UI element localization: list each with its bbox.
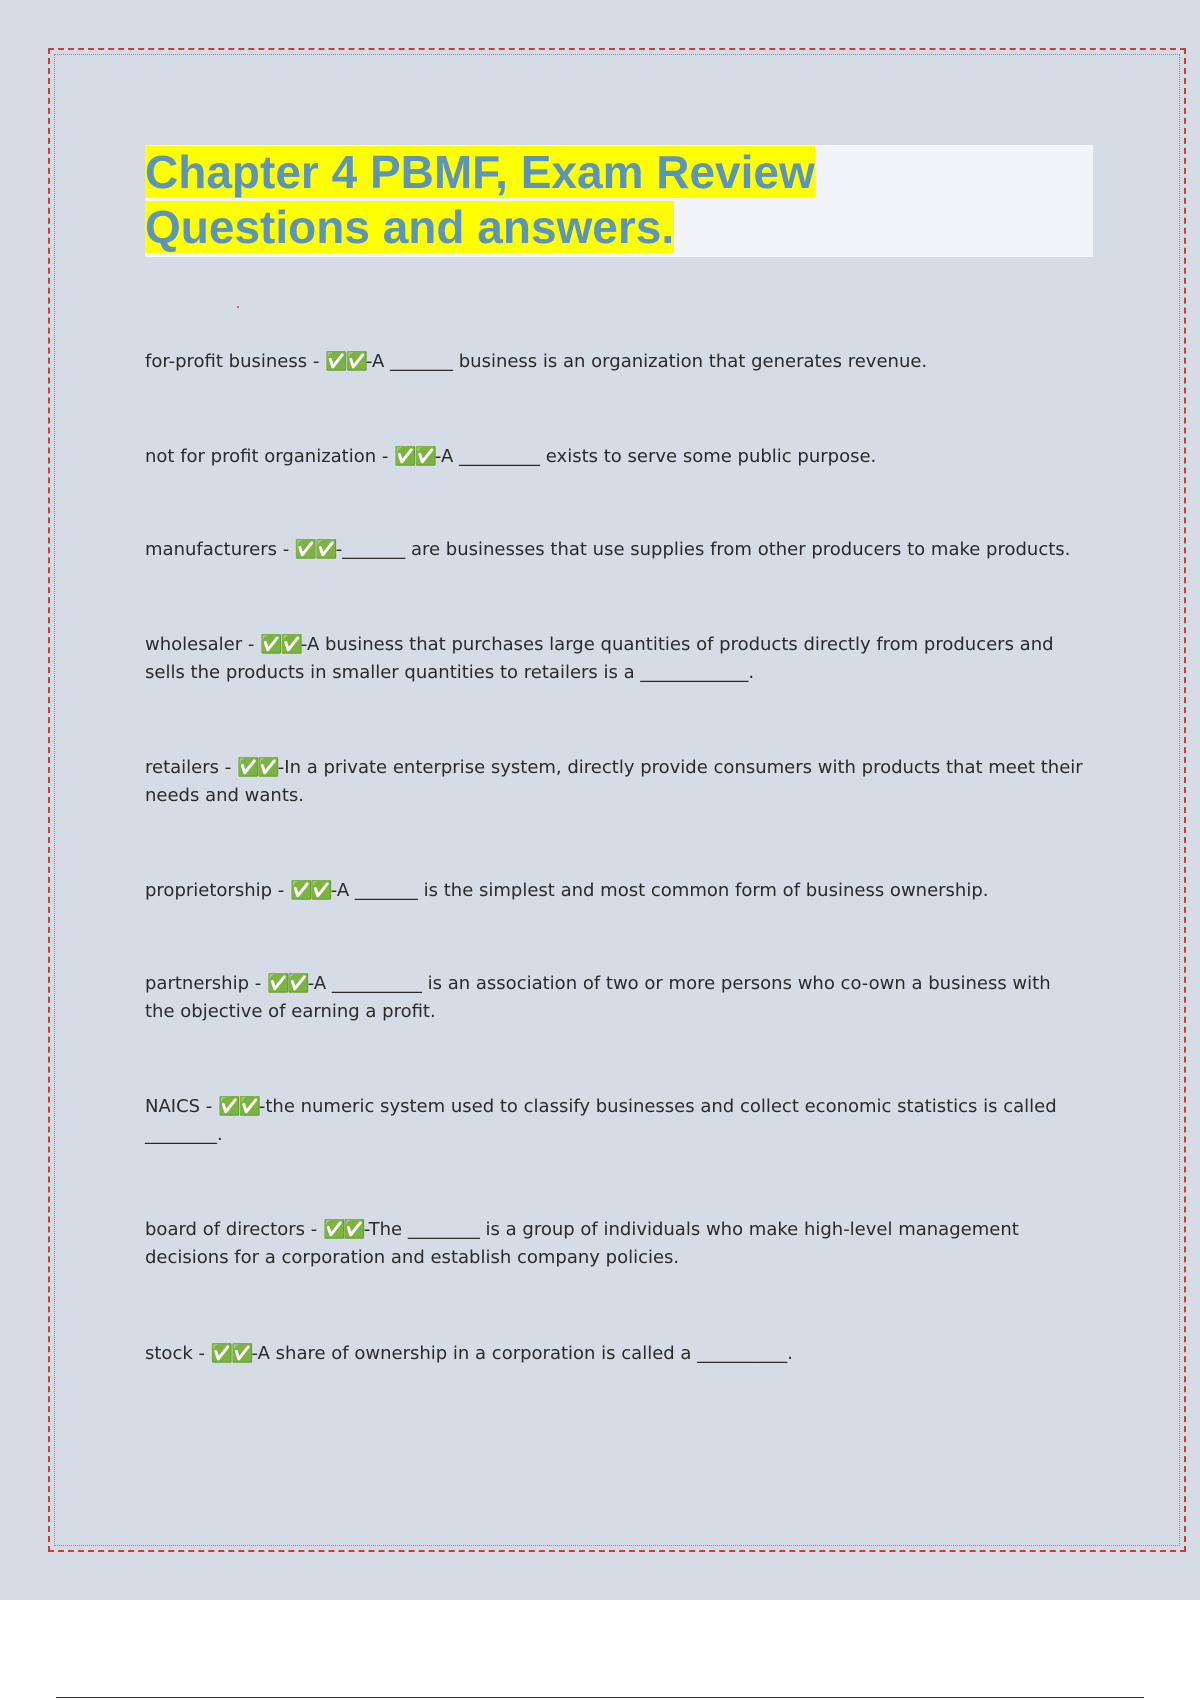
qa-text: -A _________ exists to serve some public purpose. bbox=[434, 446, 877, 467]
qa-term: manufacturers - bbox=[145, 539, 295, 560]
qa-item bbox=[145, 536, 1085, 564]
qa-term: stock - bbox=[145, 1343, 211, 1364]
double-check-icon: ✅✅ bbox=[210, 1343, 252, 1364]
qa-term: for-profit business - bbox=[145, 351, 326, 372]
footer-rule bbox=[56, 1697, 1144, 1698]
document-title bbox=[145, 145, 1093, 255]
qa-term: NAICS - bbox=[145, 1096, 219, 1117]
double-check-icon: ✅✅ bbox=[394, 446, 435, 467]
qa-term: board of directors - bbox=[145, 1219, 323, 1240]
double-check-icon: ✅✅ bbox=[218, 1096, 259, 1117]
qa-text: -A _______ is the simplest and most common form of business ownership. bbox=[330, 880, 989, 901]
qa-term: retailers - bbox=[145, 757, 237, 778]
double-check-icon: ✅✅ bbox=[294, 539, 336, 560]
qa-text: -In a private enterprise system, directly provide consumers with products that meet their needs and wants. bbox=[145, 757, 1083, 806]
qa-item bbox=[145, 970, 1085, 1026]
qa-item bbox=[145, 348, 1085, 376]
qa-text: -A business that purchases large quantities of products directly from producers and sells the products in smaller quantities to retailers is a ____________. bbox=[145, 634, 1054, 683]
qa-item bbox=[145, 754, 1085, 810]
qa-term: not for profit organization - bbox=[145, 446, 395, 467]
qa-item bbox=[145, 877, 1085, 905]
qa-term: wholesaler - bbox=[145, 634, 261, 655]
double-check-icon: ✅✅ bbox=[322, 1219, 364, 1240]
double-check-icon: ✅✅ bbox=[325, 351, 366, 372]
qa-item bbox=[145, 443, 1085, 471]
double-check-icon: ✅✅ bbox=[260, 634, 301, 655]
qa-term: partnership - bbox=[145, 973, 267, 994]
qa-item bbox=[145, 631, 1085, 687]
qa-text: -A __________ is an association of two or more persons who co-own a business with the objective of earning a profit. bbox=[145, 973, 1051, 1022]
qa-text: -A share of ownership in a corporation is called a __________. bbox=[251, 1343, 793, 1364]
title-line-1: Chapter 4 PBMF, Exam Review bbox=[145, 146, 815, 198]
double-check-icon: ✅✅ bbox=[266, 973, 308, 994]
qa-text: -The ________ is a group of individuals who make high-level management decisions for a corporation and establish company policies. bbox=[145, 1219, 1019, 1268]
qa-text: -_______ are businesses that use supplies from other producers to make products. bbox=[335, 539, 1071, 560]
double-check-icon: ✅✅ bbox=[236, 757, 278, 778]
qa-item bbox=[145, 1340, 1085, 1368]
title-line-2: Questions and answers. bbox=[145, 201, 675, 253]
qa-term: proprietorship - bbox=[145, 880, 290, 901]
qa-text: -the numeric system used to classify businesses and collect economic statistics is called ________. bbox=[145, 1096, 1057, 1145]
qa-item bbox=[145, 1093, 1085, 1149]
qa-text: -A _______ business is an organization that generates revenue. bbox=[365, 351, 928, 372]
red-dot-mark bbox=[237, 306, 239, 308]
double-check-icon: ✅✅ bbox=[289, 880, 331, 901]
qa-item bbox=[145, 1216, 1085, 1272]
title-box bbox=[145, 145, 1093, 257]
